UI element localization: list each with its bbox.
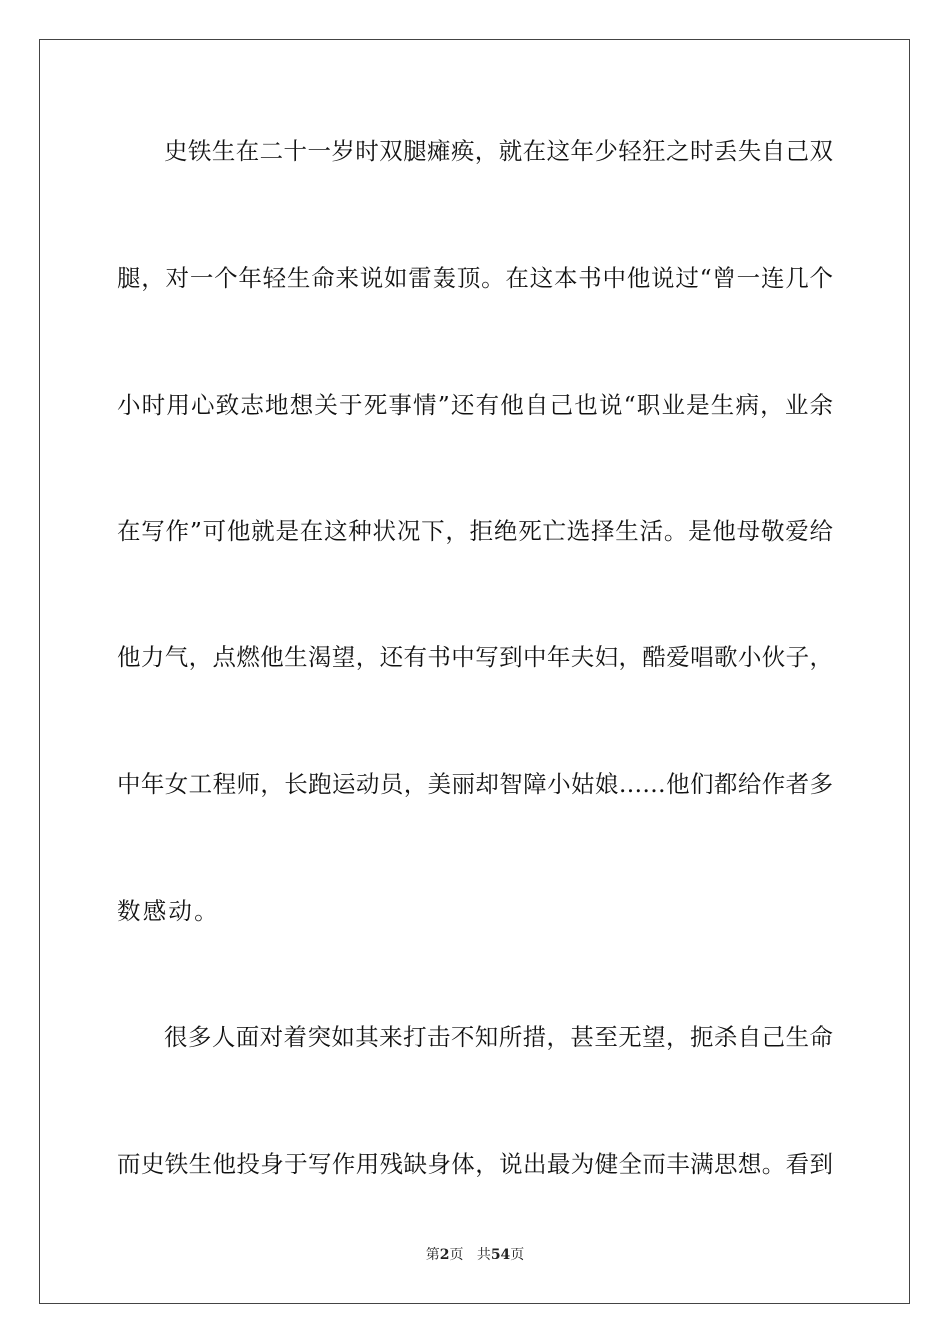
paragraph-1-line-6: 中年女工程师，长跑运动员，美丽却智障小姑娘……他们都给作者多 bbox=[117, 770, 833, 798]
paragraph-1-line-2: 腿，对一个年轻生命来说如雷轰顶。在这本书中他说过“曾一连几个 bbox=[117, 264, 833, 292]
paragraph-2-line-1: 很多人面对着突如其来打击不知所措，甚至无望，扼杀自己生命 bbox=[164, 1023, 833, 1051]
paragraph-1-line-5: 他力气，点燃他生渴望，还有书中写到中年夫妇，酷爱唱歌小伙子， bbox=[117, 643, 833, 671]
paragraph-2-line-2: 而史铁生他投身于写作用残缺身体，说出最为健全而丰满思想。看到 bbox=[117, 1150, 833, 1178]
page-number: 2 bbox=[439, 1247, 450, 1263]
total-suffix: 页 bbox=[510, 1247, 525, 1263]
page-suffix: 页 bbox=[449, 1247, 464, 1263]
paragraph-1-line-4: 在写作”可他就是在这种状况下，拒绝死亡选择生活。是他母敬爱给 bbox=[117, 517, 833, 545]
paragraph-1-line-3: 小时用心致志地想关于死事情”还有他自己也说“职业是生病，业余 bbox=[117, 391, 833, 419]
page-footer bbox=[0, 1245, 950, 1265]
paragraph-1-line-1: 史铁生在二十一岁时双腿瘫痪，就在这年少轻狂之时丢失自己双 bbox=[164, 137, 833, 165]
total-prefix: 共 bbox=[476, 1247, 491, 1263]
paragraph-1-line-7: 数感动。 bbox=[117, 897, 220, 925]
page-prefix: 第 bbox=[425, 1247, 440, 1263]
total-pages: 54 bbox=[490, 1247, 511, 1263]
